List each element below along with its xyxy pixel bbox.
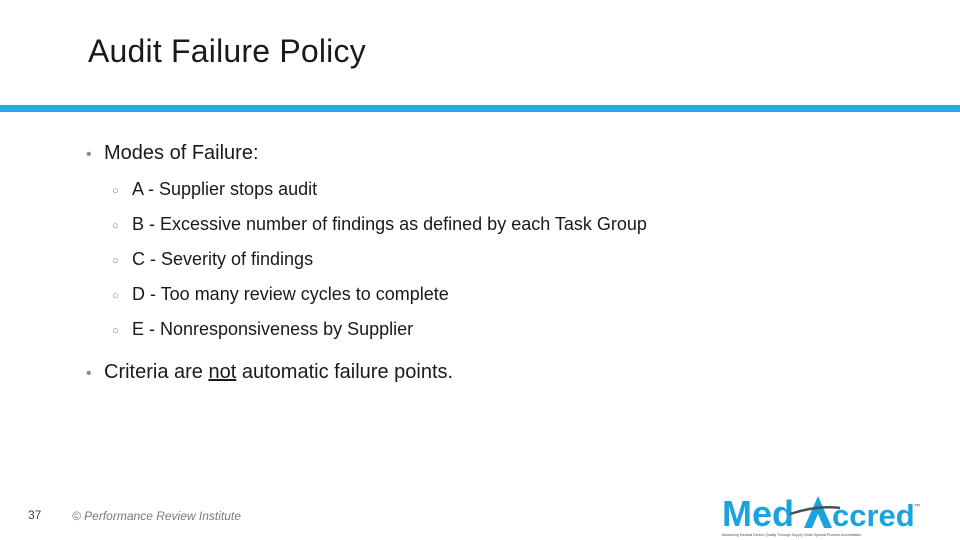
hollow-circle-icon: ○: [112, 220, 119, 232]
hollow-circle-icon: ○: [112, 325, 119, 337]
logo-text-left: Med: [722, 493, 794, 534]
bullet-modes-of-failure: [86, 142, 259, 165]
logo-tagline: Advancing Medical Device Quality Through Supply Chain Special Process Accreditation: [722, 533, 862, 537]
hollow-circle-icon: ○: [112, 255, 119, 267]
medaccred-logo: [720, 490, 925, 538]
logo-trademark: ™: [914, 504, 920, 510]
criteria-text-underlined: not: [208, 361, 237, 383]
bullet-dot-icon: •: [86, 146, 92, 163]
criteria-text-before: Criteria are: [104, 361, 209, 383]
criteria-text-after: automatic failure points.: [236, 361, 454, 383]
sub-bullet-text: E - Nonresponsiveness by Supplier: [132, 319, 414, 339]
sub-bullet-a: [112, 179, 317, 200]
bullet-criteria: [86, 361, 453, 384]
slide-title: Audit Failure Policy: [88, 33, 366, 69]
slide-number: 37: [28, 508, 42, 522]
sub-bullet-b: [112, 214, 647, 235]
bullet-text: Modes of Failure:: [104, 142, 259, 164]
hollow-circle-icon: ○: [112, 185, 119, 197]
sub-bullet-text: D - Too many review cycles to complete: [132, 284, 449, 304]
copyright-notice: © Performance Review Institute: [72, 509, 241, 523]
hollow-circle-icon: ○: [112, 290, 119, 302]
sub-bullet-c: [112, 249, 313, 270]
sub-bullet-text: B - Excessive number of findings as defined by each Task Group: [132, 214, 647, 234]
sub-bullet-d: [112, 284, 449, 305]
sub-bullet-text: A - Supplier stops audit: [132, 179, 318, 199]
title-divider: [0, 105, 960, 112]
bullet-dot-icon: •: [86, 365, 92, 382]
logo-text-right: ccred: [832, 498, 915, 533]
sub-bullet-text: C - Severity of findings: [132, 249, 314, 269]
sub-bullet-e: [112, 319, 413, 340]
